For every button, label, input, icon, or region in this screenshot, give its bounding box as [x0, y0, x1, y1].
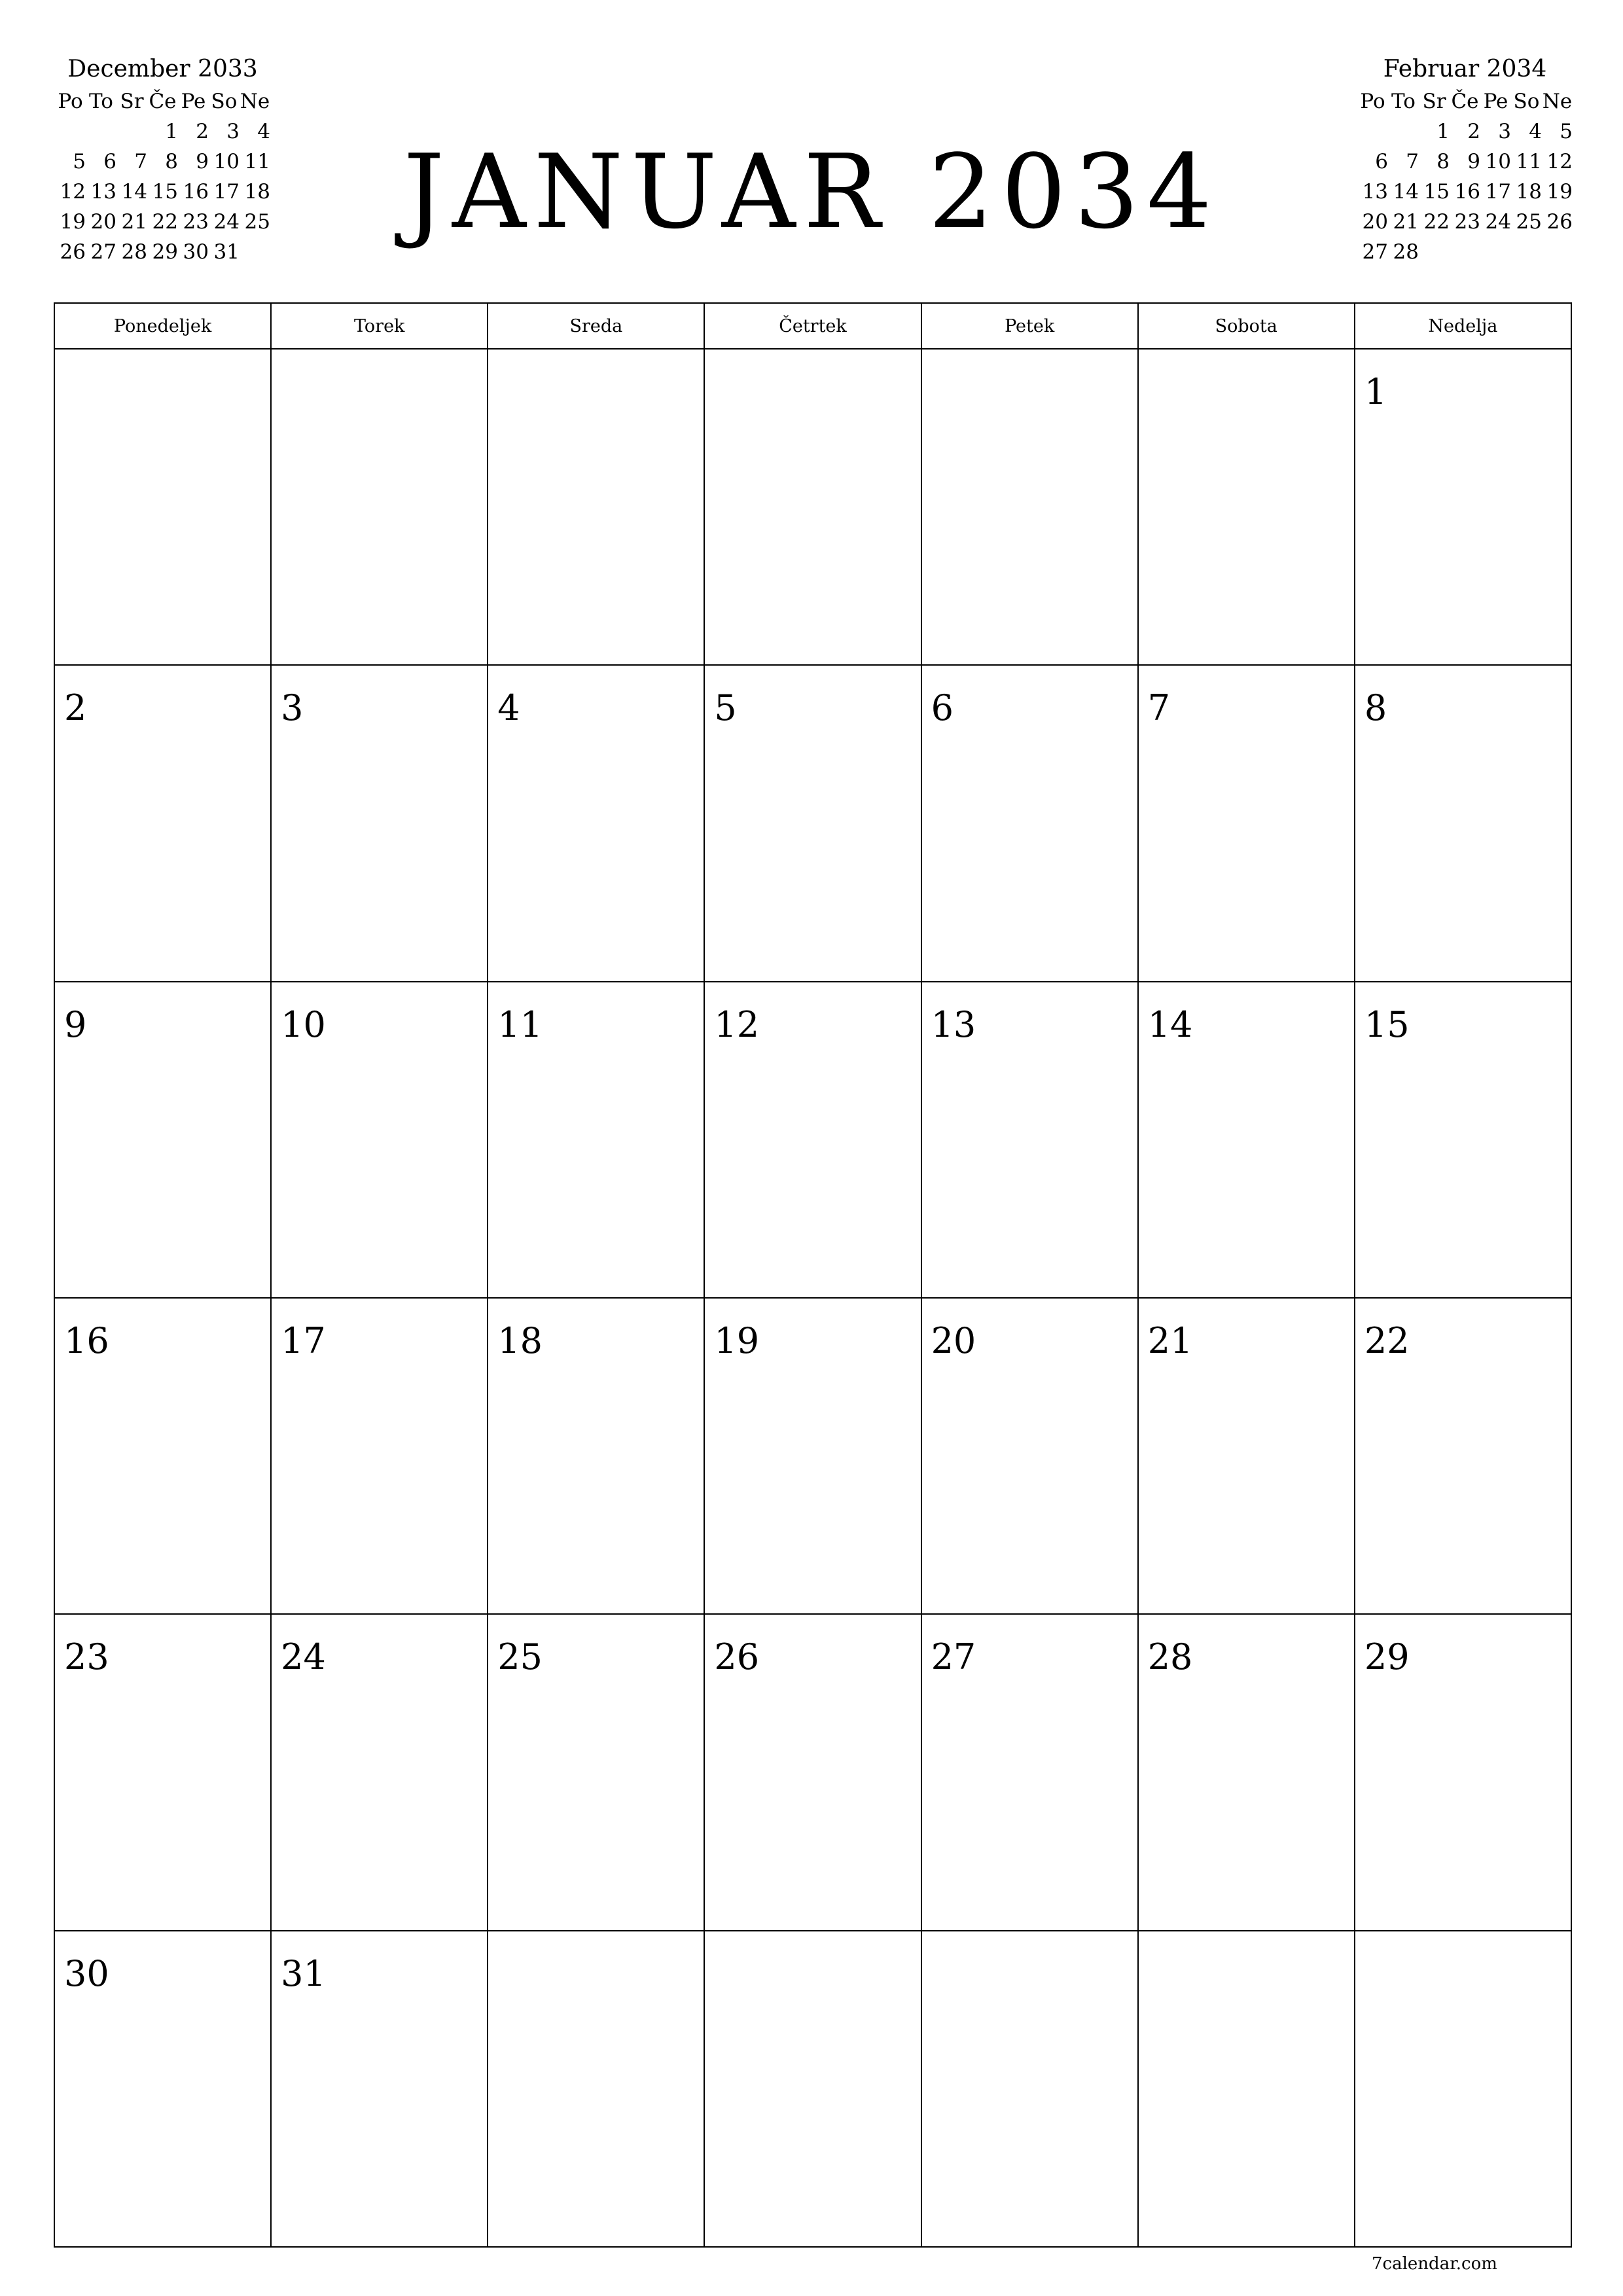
day-cell	[271, 349, 488, 665]
day-number	[705, 1931, 920, 1956]
mini-day: 21	[1393, 210, 1419, 234]
day-number: 17	[281, 1319, 326, 1361]
day-number: 20	[931, 1319, 976, 1361]
day-number: 9	[64, 1003, 87, 1045]
day-number: 21	[1147, 1319, 1193, 1361]
day-number	[488, 350, 704, 374]
day-cell	[488, 1931, 704, 2247]
mini-day: 7	[134, 150, 147, 173]
mini-day: 13	[90, 180, 116, 204]
mini-day: 21	[121, 210, 147, 234]
day-cell	[1138, 982, 1355, 1298]
weekday-header: Sobota	[1138, 303, 1355, 349]
mini-day	[1357, 117, 1388, 147]
day-cell	[704, 1614, 921, 1930]
month-calendar-grid	[54, 302, 1572, 2248]
mini-day: 10	[1485, 150, 1511, 173]
day-cell	[921, 1931, 1138, 2247]
day-number: 11	[497, 1003, 543, 1045]
mini-weekday-header: Po	[1360, 90, 1385, 113]
day-cell	[1355, 665, 1571, 981]
day-number: 23	[64, 1636, 109, 1678]
weekday-header: Petek	[921, 303, 1138, 349]
mini-day: 8	[1436, 150, 1450, 173]
mini-day: 11	[1516, 150, 1542, 173]
day-cell	[704, 1931, 921, 2247]
mini-day: 15	[152, 180, 178, 204]
day-cell	[1355, 1614, 1571, 1930]
mini-day: 23	[1454, 210, 1480, 234]
mini-weekday-header: Ne	[1542, 90, 1573, 113]
day-cell	[271, 1614, 488, 1930]
mini-day: 26	[60, 240, 86, 264]
mini-calendar-next-grid	[1357, 86, 1573, 267]
mini-day: 10	[213, 150, 240, 173]
mini-day: 4	[257, 120, 270, 143]
day-number	[272, 350, 487, 374]
day-cell	[54, 1931, 271, 2247]
day-cell	[1138, 1298, 1355, 1614]
mini-day: 3	[1498, 120, 1511, 143]
mini-weekday-header: So	[1513, 90, 1540, 113]
day-number: 7	[1147, 687, 1171, 729]
day-number: 16	[64, 1319, 109, 1361]
day-number: 22	[1364, 1319, 1410, 1361]
day-number: 13	[931, 1003, 976, 1045]
day-number	[922, 1931, 1137, 1956]
day-number: 6	[931, 687, 954, 729]
day-number	[1139, 350, 1354, 374]
mini-day: 19	[1546, 180, 1573, 204]
mini-day: 1	[1436, 120, 1450, 143]
mini-day: 9	[196, 150, 209, 173]
mini-day: 3	[226, 120, 240, 143]
mini-day: 24	[1485, 210, 1511, 234]
mini-day: 28	[1393, 240, 1419, 264]
mini-day: 20	[1362, 210, 1388, 234]
mini-day: 4	[1529, 120, 1542, 143]
day-number: 31	[281, 1952, 326, 1994]
day-number	[488, 1931, 704, 1956]
day-number: 14	[1147, 1003, 1193, 1045]
day-number	[1355, 1931, 1571, 1956]
mini-calendar-next-title: Februar 2034	[1383, 56, 1547, 82]
mini-day: 26	[1546, 210, 1573, 234]
day-number: 19	[714, 1319, 760, 1361]
page-title: JANUAR 2034	[403, 132, 1220, 251]
day-number: 12	[714, 1003, 760, 1045]
day-cell	[1138, 1931, 1355, 2247]
week-row	[54, 1298, 1571, 1614]
day-cell	[1355, 982, 1571, 1298]
mini-weekday-header: Če	[149, 90, 177, 113]
mini-day: 28	[121, 240, 147, 264]
mini-day: 22	[1423, 210, 1450, 234]
mini-day: 30	[183, 240, 209, 264]
mini-day: 31	[213, 240, 240, 264]
day-number: 18	[497, 1319, 543, 1361]
day-number: 1	[1364, 371, 1387, 412]
day-number	[1139, 1931, 1354, 1956]
day-cell	[271, 982, 488, 1298]
mini-day: 16	[183, 180, 209, 204]
mini-day: 27	[1362, 240, 1388, 264]
weekday-header-row	[54, 303, 1571, 349]
mini-day: 16	[1454, 180, 1480, 204]
day-cell	[921, 349, 1138, 665]
mini-day: 2	[196, 120, 209, 143]
week-row	[54, 349, 1571, 665]
day-cell	[54, 982, 271, 1298]
day-cell	[704, 1298, 921, 1614]
day-cell	[488, 349, 704, 665]
brand-footer: 7calendar.com	[1372, 2254, 1497, 2274]
day-cell	[704, 349, 921, 665]
weekday-header: Torek	[271, 303, 488, 349]
weekday-header: Četrtek	[704, 303, 921, 349]
mini-day: 22	[152, 210, 178, 234]
mini-weekday-header: To	[89, 90, 113, 113]
day-cell	[1355, 349, 1571, 665]
day-cell	[54, 1614, 271, 1930]
day-number: 2	[64, 687, 87, 729]
mini-weekday-header: Po	[58, 90, 83, 113]
day-cell	[1355, 1298, 1571, 1614]
mini-day: 27	[90, 240, 116, 264]
mini-weekday-header: Če	[1451, 90, 1479, 113]
mini-weekday-header: Sr	[120, 90, 144, 113]
week-row	[54, 1931, 1571, 2247]
day-cell	[1138, 665, 1355, 981]
day-cell	[1138, 1614, 1355, 1930]
weekday-header: Nedelja	[1355, 303, 1571, 349]
mini-day: 19	[60, 210, 86, 234]
mini-day: 23	[183, 210, 209, 234]
day-number: 5	[714, 687, 737, 729]
day-cell	[1138, 349, 1355, 665]
day-cell	[921, 982, 1138, 1298]
mini-day: 5	[73, 150, 86, 173]
day-number: 26	[714, 1636, 760, 1678]
mini-day: 5	[1560, 120, 1573, 143]
day-number: 29	[1364, 1636, 1410, 1678]
mini-day: 9	[1467, 150, 1480, 173]
day-cell	[488, 1614, 704, 1930]
mini-day: 18	[1516, 180, 1542, 204]
day-cell	[488, 1298, 704, 1614]
mini-weekday-header: Sr	[1422, 90, 1446, 113]
mini-weekday-header: So	[211, 90, 238, 113]
day-number: 27	[931, 1636, 976, 1678]
day-cell	[488, 982, 704, 1298]
mini-day: 15	[1423, 180, 1450, 204]
mini-day: 11	[244, 150, 270, 173]
day-cell	[921, 1298, 1138, 1614]
day-cell	[271, 1298, 488, 1614]
day-number: 10	[281, 1003, 326, 1045]
weekday-header: Sreda	[488, 303, 704, 349]
mini-day: 20	[90, 210, 116, 234]
mini-day: 6	[1375, 150, 1388, 173]
day-cell	[1355, 1931, 1571, 2247]
mini-day: 7	[1406, 150, 1419, 173]
mini-day: 17	[1485, 180, 1511, 204]
mini-weekday-header: Pe	[181, 90, 206, 113]
mini-calendar-prev-title: December 2033	[67, 56, 258, 82]
day-cell	[704, 665, 921, 981]
day-number: 24	[281, 1636, 326, 1678]
mini-day: 13	[1362, 180, 1388, 204]
day-cell	[704, 982, 921, 1298]
mini-day: 17	[213, 180, 240, 204]
mini-day: 29	[152, 240, 178, 264]
mini-day: 12	[1546, 150, 1573, 173]
day-number: 30	[64, 1952, 109, 1994]
day-number	[705, 350, 920, 374]
day-cell	[271, 1931, 488, 2247]
mini-day: 8	[165, 150, 178, 173]
day-number	[55, 350, 270, 374]
mini-day: 2	[1467, 120, 1480, 143]
day-cell	[921, 665, 1138, 981]
day-number: 25	[497, 1636, 543, 1678]
mini-weekday-header: Pe	[1483, 90, 1508, 113]
week-row	[54, 1614, 1571, 1930]
weekday-header: Ponedeljek	[54, 303, 271, 349]
mini-weekday-header: To	[1391, 90, 1416, 113]
mini-weekday-header: Ne	[240, 90, 270, 113]
week-row	[54, 982, 1571, 1298]
day-number: 15	[1364, 1003, 1410, 1045]
day-cell	[54, 349, 271, 665]
mini-day: 1	[165, 120, 178, 143]
mini-day: 25	[1516, 210, 1542, 234]
day-cell	[271, 665, 488, 981]
day-number: 3	[281, 687, 304, 729]
day-number: 4	[497, 687, 520, 729]
day-number: 28	[1147, 1636, 1193, 1678]
mini-day: 25	[244, 210, 270, 234]
mini-day: 24	[213, 210, 240, 234]
mini-day: 12	[60, 180, 86, 204]
day-cell	[54, 1298, 271, 1614]
day-number	[922, 350, 1137, 374]
day-cell	[921, 1614, 1138, 1930]
mini-calendar-next	[1357, 54, 1573, 267]
mini-day: 6	[103, 150, 116, 173]
week-row	[54, 665, 1571, 981]
mini-day: 14	[121, 180, 147, 204]
day-cell	[54, 665, 271, 981]
mini-day: 14	[1393, 180, 1419, 204]
day-cell	[488, 665, 704, 981]
mini-day: 18	[244, 180, 270, 204]
mini-day	[1388, 117, 1419, 147]
day-number: 8	[1364, 687, 1387, 729]
